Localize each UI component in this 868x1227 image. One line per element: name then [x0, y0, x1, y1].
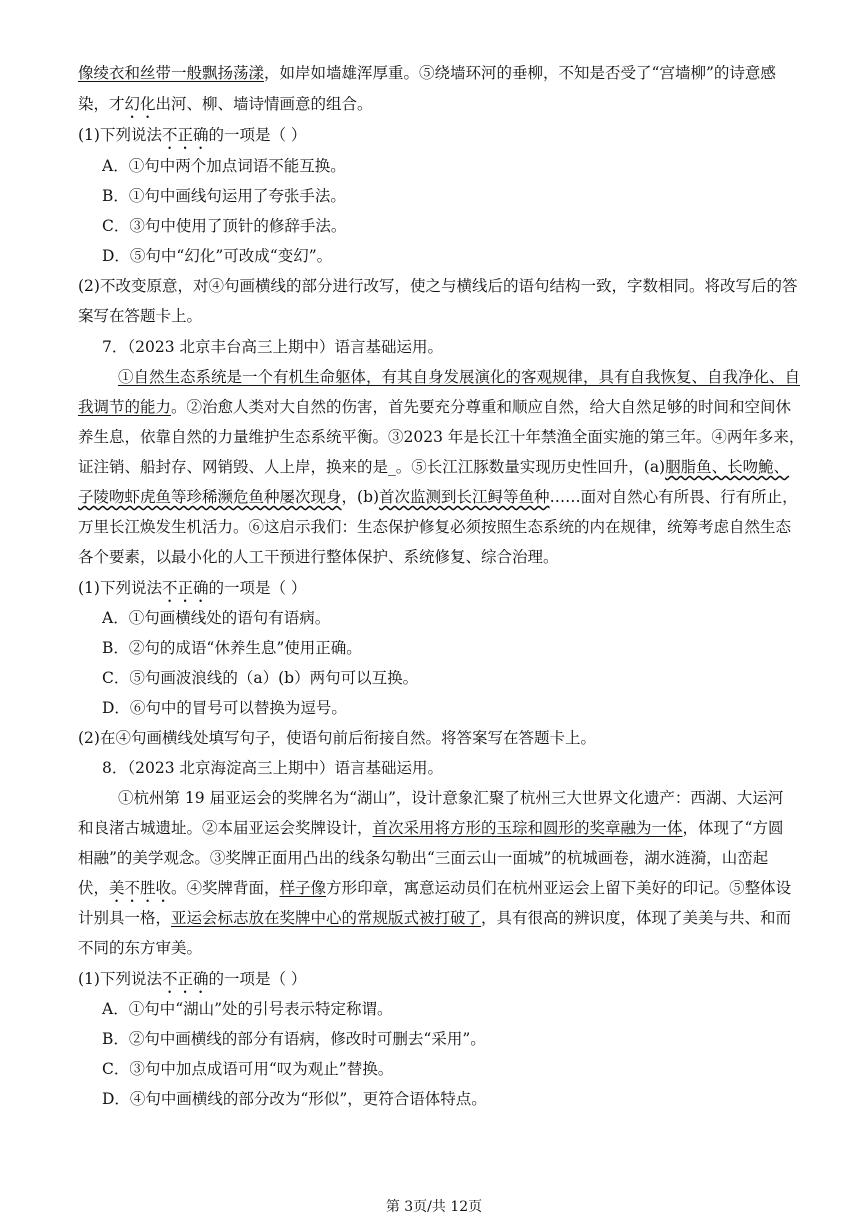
text-span: (1)下列说法: [78, 126, 162, 144]
passage-line: 万里长江焕发生机活力。⑥这启示我们：生态保护修复必须按照生态系统的内在规律，统筹考虑自然生态: [78, 518, 792, 536]
option-a: A．①句中“湖山”处的引号表示特定称谓。: [102, 1000, 393, 1018]
question-heading: 8．（2023 北京海淀高三上期中）语言基础运用。: [102, 759, 443, 777]
blank: _: [388, 458, 396, 476]
underlined-phrase: 样子像: [279, 879, 327, 897]
dotted-word: 不正确: [161, 579, 209, 597]
text-span: 的一项是（ ）: [208, 579, 307, 597]
text-span: 。④奖牌背面，: [171, 879, 280, 897]
wavy-phrase: 胭脂鱼、长吻鮠、: [665, 458, 790, 476]
text-span: 的一项是（ ）: [208, 970, 307, 988]
text-span: 的一项是（ ）: [208, 126, 307, 144]
passage-line: [78, 817, 783, 839]
question-stem: (2)在④句画横线处填写句子，使语句前后衔接自然。将答案写在答题卡上。: [78, 729, 596, 747]
text-span: 伏，: [78, 879, 110, 897]
option-a: A．①句中两个加点词语不能互换。: [102, 157, 346, 175]
text-span: ……面对自然心有所畏、行有所止，: [549, 488, 798, 506]
question-stem: [78, 124, 306, 153]
passage-line: [78, 62, 776, 84]
option-b: B．②句的成语“休养生息”使用正确。: [102, 639, 362, 657]
underlined-phrase: 亚运会标志放在奖牌中心的常规版式被打破了: [171, 909, 482, 927]
question-stem: 案写在答题卡上。: [78, 307, 203, 325]
passage-line: ①杭州第 19 届亚运会的奖牌名为“湖山”，设计意象汇聚了杭州三大世界文化遗产：西湖、大运河: [118, 789, 784, 807]
question-stem: [78, 968, 306, 997]
text-span: 。⑤长江江豚数量实现历史性回升，(a): [395, 458, 666, 476]
wavy-phrase: 首次监测到长江鲟等鱼种: [379, 488, 550, 506]
text-span: (1)下列说法: [78, 970, 162, 988]
option-a: A．①句画横线处的语句有语病。: [102, 609, 331, 627]
passage-line: [78, 456, 789, 478]
passage-line: 养生息，依靠自然的力量维护生态系统平衡。③2023 年是长江十年禁渔全面实施的第三年。④两年多来，: [78, 428, 805, 446]
dotted-word: 不正确: [161, 126, 209, 144]
question-stem: [78, 577, 306, 606]
dotted-word: 不正确: [161, 970, 209, 988]
text-span: (1)下列说法: [78, 579, 162, 597]
text-span: ，体现了“方圆: [682, 819, 784, 837]
passage-line: [78, 396, 791, 418]
underlined-phrase: 像绫衣和丝带一般飘扬荡漾: [78, 64, 265, 82]
dotted-word: 幻化: [124, 95, 156, 113]
text-span: ，具有很高的辨识度，体现了美美与共、和而: [481, 909, 792, 927]
passage-line: [78, 93, 373, 122]
text-span: 染，才: [78, 95, 125, 113]
text-span: ，如岸如墙雄浑厚重。⑤绕墙环河的垂柳，不知是否受了“宫墙柳”的诗意感: [264, 64, 776, 82]
passage-line: [78, 907, 791, 929]
option-b: B．②句中画横线的部分有语病，修改时可删去“采用”。: [102, 1030, 486, 1048]
passage-line: 不同的东方审美。: [78, 939, 203, 957]
text-span: 计别具一格，: [78, 909, 172, 927]
underlined-phrase: ①自然生态系统是一个有机生命躯体，有其自身发展演化的客观规律，具有自我恢复、自我净化、自: [118, 368, 801, 386]
passage-line: [78, 486, 798, 508]
text-span: 和良渚古城遗址。②本届亚运会奖牌设计，: [78, 819, 373, 837]
option-d: D．④句中画横线的部分改为“形似”，更符合语体特点。: [102, 1090, 487, 1108]
question-stem: (2)不改变原意，对④句画横线的部分进行改写，使之与横线后的语句结构一致，字数相同。将改写后的答: [78, 277, 798, 295]
question-heading: 7．（2023 北京丰台高三上期中）语言基础运用。: [102, 338, 443, 356]
option-c: C．⑤句画波浪线的（a）(b）两句可以互换。: [102, 669, 419, 687]
text-span: 方形印章，寓意运动员们在杭州亚运会上留下美好的印记。⑤整体设: [326, 879, 792, 897]
option-c: C．③句中使用了顶针的修辞手法。: [102, 217, 347, 235]
passage-line: 相融”的美学观念。③奖牌正面用凸出的线条勾勒出“三面云山一面城”的杭城画卷，湖水涟漪，山峦起: [78, 849, 769, 867]
text-span: 。②治愈人类对大自然的伤害，首先要充分尊重和顺应自然，给大自然足够的时间和空间休: [171, 398, 792, 416]
underlined-phrase: 首次采用将方形的玉琮和圆形的奖章融为一体: [372, 819, 683, 837]
dotted-word: 美不胜收: [109, 879, 172, 897]
text-span: 出河、柳、墙诗情画意的组合。: [155, 95, 373, 113]
wavy-phrase: 子陵吻虾虎鱼等珍稀濒危鱼种屡次现身: [78, 488, 342, 506]
passage-line: [78, 877, 791, 906]
option-c: C．③句中加点成语可用“叹为观止”替换。: [102, 1060, 394, 1078]
page-number: 第 3页/共 12页: [385, 1199, 483, 1215]
underlined-phrase: 我调节的能力: [78, 398, 172, 416]
text-span: 证注销、船封存、网销毁、人上岸，换来的是: [78, 458, 389, 476]
option-b: B．①句中画线句运用了夸张手法。: [102, 187, 346, 205]
option-d: D．⑤句中“幻化”可改成“变幻”。: [102, 247, 333, 265]
passage-line: [118, 366, 800, 388]
text-span: ，(b): [341, 488, 380, 506]
option-d: D．⑥句中的冒号可以替换为逗号。: [102, 699, 347, 717]
passage-line: 各个要素，以最小化的人工干预进行整体保护、系统修复、综合治理。: [78, 548, 559, 566]
